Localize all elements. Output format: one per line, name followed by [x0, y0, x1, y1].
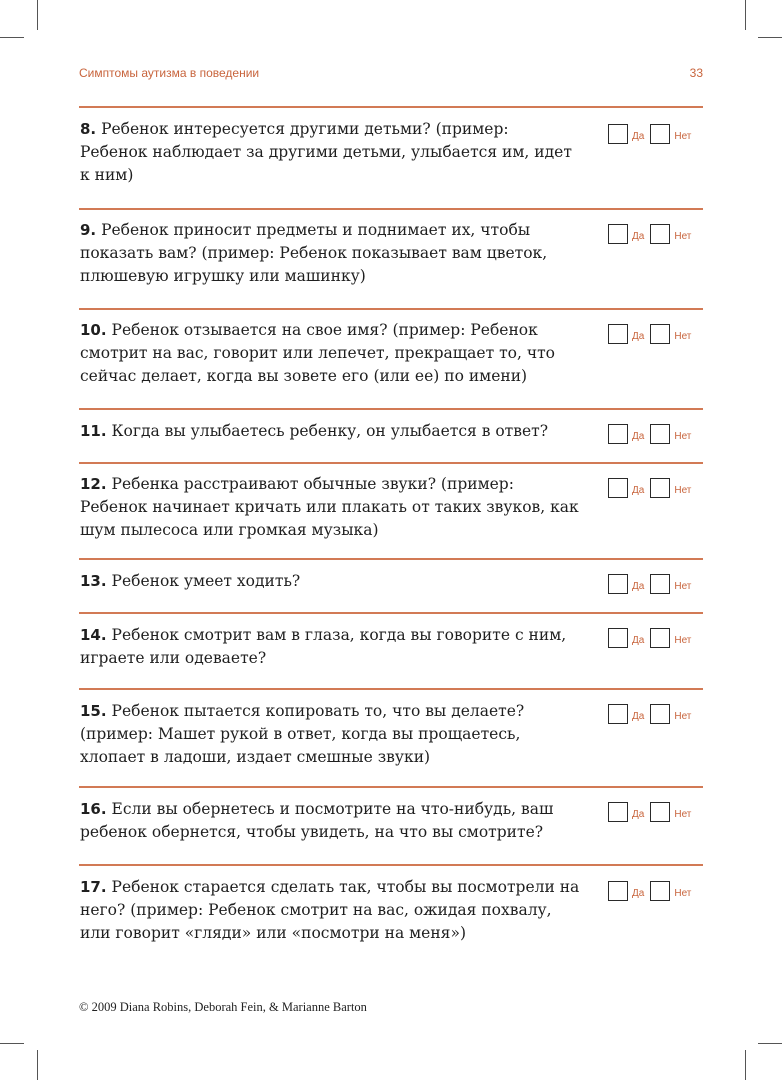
answer-group-11 — [608, 424, 691, 444]
answer-group-8 — [608, 124, 691, 144]
checkbox-yes[interactable] — [608, 224, 628, 244]
checkbox-no[interactable] — [650, 881, 670, 901]
yes-label: Да — [632, 131, 645, 142]
divider — [79, 462, 703, 464]
question-text: Ребенок приносит предметы и поднимает их, чтобы показать вам? (пример: Ребенок показывает вам цветок, плюшевую игрушку или машинку) — [80, 221, 548, 285]
checkbox-no[interactable] — [650, 574, 670, 594]
yes-label: Да — [632, 231, 645, 242]
question-text: Ребенок пытается копировать то, что вы делаете? (пример: Машет рукой в ответ, когда вы прощаетесь, хлопает в ладоши, издает смешные звуки) — [80, 702, 525, 766]
no-label: Нет — [674, 635, 692, 646]
divider — [79, 612, 703, 614]
answer-group-15 — [608, 704, 691, 724]
question-text: Ребенок смотрит вам в глаза, когда вы говорите с ним, играете или одеваете? — [80, 626, 567, 667]
yes-label: Да — [632, 809, 645, 820]
yes-label: Да — [632, 635, 645, 646]
checkbox-no[interactable] — [650, 224, 670, 244]
checkbox-no[interactable] — [650, 424, 670, 444]
checkbox-no[interactable] — [650, 324, 670, 344]
question-10 — [80, 319, 580, 388]
divider — [79, 786, 703, 788]
question-11 — [80, 420, 580, 443]
question-text: Ребенка расстраивают обычные звуки? (пример: Ребенок начинает кричать или плакать от таких звуков, как шум пылесоса или громкая музыка) — [80, 475, 579, 539]
checkbox-no[interactable] — [650, 478, 670, 498]
no-label: Нет — [674, 888, 692, 899]
answer-group-17 — [608, 881, 691, 901]
checkbox-yes[interactable] — [608, 124, 628, 144]
question-text: Когда вы улыбаетесь ребенку, он улыбается в ответ? — [111, 422, 549, 440]
divider — [79, 408, 703, 410]
no-label: Нет — [674, 231, 692, 242]
checkbox-no[interactable] — [650, 628, 670, 648]
divider — [79, 308, 703, 310]
yes-label: Да — [632, 581, 645, 592]
question-15 — [80, 700, 580, 769]
crop-mark — [745, 1050, 746, 1080]
divider — [79, 688, 703, 690]
crop-mark — [758, 1043, 782, 1044]
question-14 — [80, 624, 580, 670]
question-number: 11. — [80, 422, 107, 440]
crop-mark — [0, 37, 24, 38]
no-label: Нет — [674, 809, 692, 820]
question-number: 17. — [80, 878, 107, 896]
no-label: Нет — [674, 711, 692, 722]
yes-label: Да — [632, 431, 645, 442]
yes-label: Да — [632, 888, 645, 899]
checkbox-no[interactable] — [650, 704, 670, 724]
no-label: Нет — [674, 581, 692, 592]
answer-group-13 — [608, 574, 691, 594]
checkbox-no[interactable] — [650, 124, 670, 144]
question-number: 13. — [80, 572, 107, 590]
answer-group-10 — [608, 324, 691, 344]
question-8 — [80, 118, 580, 187]
answer-group-12 — [608, 478, 691, 498]
divider — [79, 208, 703, 210]
page-number: 33 — [689, 66, 703, 80]
no-label: Нет — [674, 331, 692, 342]
yes-label: Да — [632, 711, 645, 722]
question-17 — [80, 876, 580, 945]
question-text: Ребенок отзывается на свое имя? (пример: Ребенок смотрит на вас, говорит или лепечет, прекращает то, что сейчас делает, когда вы зовете его (или ее) по имени) — [80, 321, 555, 385]
question-text: Ребенок интересуется другими детьми? (пример: Ребенок наблюдает за другими детьми, улыбается им, идет к ним) — [80, 120, 572, 184]
question-number: 8. — [80, 120, 97, 138]
question-9 — [80, 219, 580, 288]
question-number: 16. — [80, 800, 107, 818]
question-text: Ребенок умеет ходить? — [111, 572, 301, 590]
question-number: 10. — [80, 321, 107, 339]
no-label: Нет — [674, 431, 692, 442]
divider — [79, 864, 703, 866]
answer-group-16 — [608, 802, 691, 822]
checkbox-yes[interactable] — [608, 424, 628, 444]
checkbox-yes[interactable] — [608, 324, 628, 344]
crop-mark — [758, 37, 782, 38]
divider — [79, 106, 703, 108]
question-number: 9. — [80, 221, 97, 239]
question-13 — [80, 570, 580, 593]
question-text: Если вы обернетесь и посмотрите на что-нибудь, ваш ребенок обернется, чтобы увидеть, на что вы смотрите? — [80, 800, 554, 841]
checkbox-yes[interactable] — [608, 881, 628, 901]
checkbox-yes[interactable] — [608, 802, 628, 822]
page-header-title: Симптомы аутизма в поведении — [79, 66, 260, 80]
checkbox-yes[interactable] — [608, 628, 628, 648]
footer-copyright: © 2009 Diana Robins, Deborah Fein, & Marianne Barton — [79, 1000, 367, 1014]
checkbox-yes[interactable] — [608, 574, 628, 594]
answer-group-14 — [608, 628, 691, 648]
no-label: Нет — [674, 485, 692, 496]
question-number: 15. — [80, 702, 107, 720]
checkbox-no[interactable] — [650, 802, 670, 822]
crop-mark — [0, 1043, 24, 1044]
crop-mark — [37, 0, 38, 30]
yes-label: Да — [632, 331, 645, 342]
crop-mark — [37, 1050, 38, 1080]
question-number: 14. — [80, 626, 107, 644]
yes-label: Да — [632, 485, 645, 496]
checkbox-yes[interactable] — [608, 478, 628, 498]
question-16 — [80, 798, 580, 844]
crop-mark — [745, 0, 746, 30]
question-number: 12. — [80, 475, 107, 493]
answer-group-9 — [608, 224, 691, 244]
no-label: Нет — [674, 131, 692, 142]
question-12 — [80, 473, 580, 542]
divider — [79, 558, 703, 560]
question-text: Ребенок старается сделать так, чтобы вы посмотрели на него? (пример: Ребенок смотрит на вас, ожидая похвалу, или говорит «гляди» или «посмотри на меня») — [80, 878, 580, 942]
checkbox-yes[interactable] — [608, 704, 628, 724]
